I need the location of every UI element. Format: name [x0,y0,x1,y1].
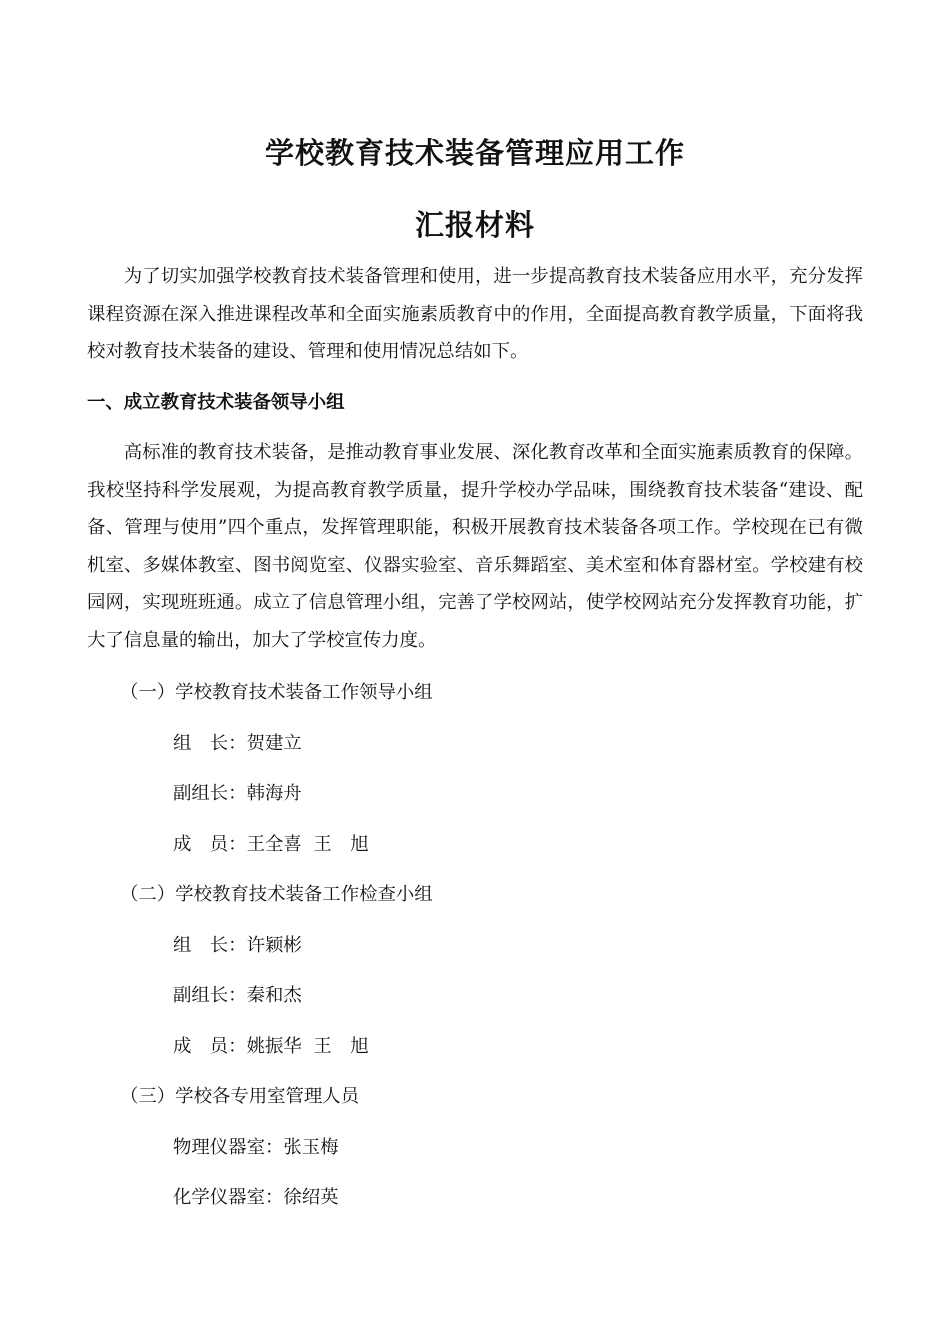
group-member: 成 员：王全喜 王 旭 [173,834,369,855]
group-member: 组 长：贺建立 [173,733,302,754]
intro-paragraph: 为了切实加强学校教育技术装备管理和使用，进一步提高教育技术装备应用水平，充分发挥课程资源在深入推进课程改革和全面实施素质教育中的作用，全面提高教育教学质量，下面将我校对教育技术装备的建设、管理和使用情况总结如下。 [87,266,863,362]
group-member: 副组长：韩海舟 [173,783,302,804]
document-title-line2: 汇报材料 [414,208,535,242]
group-member: 副组长：秦和杰 [173,985,302,1006]
section-paragraph: 高标准的教育技术装备，是推动教育事业发展、深化教育改革和全面实施素质教育的保障。我校坚持科学发展观，为提高教育教学质量，提升学校办学品味，围绕教育技术装备“建设、配备、管理与使用”四个重点，发挥管理职能，积极开展教育技术装备各项工作。学校现在已有微机室、多媒体教室、图书阅览室、仪器实验室、音乐舞蹈室、美术室和体育器材室。学校建有校园网，实现班班通。成立了信息管理小组，完善了学校网站，使学校网站充分发挥教育功能，扩大了信息量的输出，加大了学校宣传力度。 [87,442,863,651]
group-title: （三）学校各专用室管理人员 [120,1086,360,1107]
group-member: 物理仪器室：张玉梅 [173,1137,339,1158]
document-title-line1: 学校教育技术装备管理应用工作 [264,136,685,170]
group-member: 组 长：许颖彬 [173,935,302,956]
group-member: 化学仪器室：徐绍英 [173,1187,339,1208]
group-title: （二）学校教育技术装备工作检查小组 [120,884,433,905]
group-title: （一）学校教育技术装备工作领导小组 [120,682,433,703]
group-member: 成 员：姚振华 王 旭 [173,1036,369,1057]
section-heading: 一、成立教育技术装备领导小组 [87,392,345,413]
